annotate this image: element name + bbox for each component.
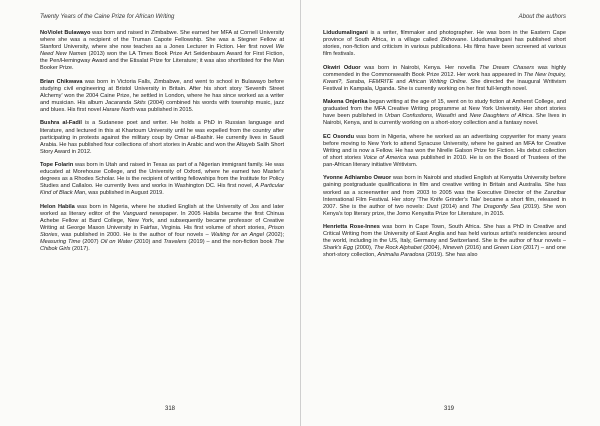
work-title: The Dragonfly Sea: [471, 203, 521, 210]
left-page-number: 318: [164, 406, 175, 412]
bio-text: . She directed the inaugural Writivism Festival in Kampala, Uganda. She is currently working on her first full-length novel.: [323, 78, 567, 92]
author-name: Bushra al-Fadil: [40, 120, 82, 127]
author-bio: [40, 162, 284, 197]
bio-text: is a Sudanese poet and writer. He holds a PhD in Russian language and literature, and lectured in this at Khartoum University until he was expelled from the country after participating in protests against the military coup by Omar al-Bashir. He currently lives in Saudi Arabia. He has published four collections of short stories in Arabic and won the Altayeb Salih Short Story Award in 2012.: [40, 120, 284, 155]
bio-text: , was published in 2000. He is the author of four novels –: [57, 232, 212, 239]
author-name: EC Osondu: [323, 133, 354, 140]
right-entries: [323, 30, 566, 260]
bio-text: (2010) and: [132, 239, 164, 246]
bio-text: was born in Nairobi and studied English at Kenyatta University before gaining postgraduate qualifications in film and creative writing in Britain and Australia. She has worked as a screenwriter and from 2003 to 2005 was the Executive Director of the Zanzibar International Film Festival. Her story 'The Knife Grinder's Tale' became a short film, released in 2007. She is the author of two novels:: [323, 175, 566, 210]
bio-text: and: [455, 113, 470, 120]
author-bio: [323, 175, 566, 218]
right-running-head: About the authors: [518, 14, 566, 20]
bio-text: was born in Cape Town, South Africa. She has a PhD in Creative and Critical Writing from the University of East Anglia and has held various artist's residencies around the world, including in the US, Italy, Germany and Switzerland. She is the author of four novels –: [323, 224, 567, 245]
bio-text: is a writer, filmmaker and photographer. He was born in the Eastern Cape province of South Africa, in a village called Zikhovane. Lidudumalingani has published short stories, non-fiction and criticism in various publications. His films have been screened at various film festivals.: [323, 30, 566, 58]
author-bio: [40, 30, 284, 73]
author-name: NoViolet Bulawayo: [40, 30, 91, 36]
bio-text: was published in 2015.: [134, 107, 194, 114]
bio-text: (2017) – and one short-story collection,: [323, 245, 566, 259]
bio-text: was born in Nairobi, Kenya. Her novella: [360, 64, 480, 71]
work-title: Shark's Egg: [323, 245, 354, 252]
work-title: A Particular Kind of Black Man: [40, 183, 284, 197]
bio-text: was born in Victoria Falls, Zimbabwe, and went to school in Bulawayo before studying civil engineering at Bristol University in Britain. After his short story 'Seventh Street Alchemy' won the 2004 Caine Prize, he settled in London, where he has since worked as a writer and musician. His album: [40, 78, 284, 107]
author-bio: [323, 65, 566, 93]
work-title: Travelers: [163, 239, 187, 246]
bio-text: (2014) and: [438, 203, 472, 210]
bio-text: (2017).: [70, 246, 90, 253]
work-title: We Need New Names: [40, 44, 284, 58]
work-title: Waiting for an Angel: [211, 232, 264, 239]
work-title: The Chibok Girls: [40, 239, 284, 253]
work-title: New Daughters of Africa: [469, 113, 533, 120]
bio-text: , was published in August 2019.: [85, 190, 164, 197]
author-bio: [40, 120, 284, 155]
bio-text: (2000),: [353, 245, 375, 252]
bio-text: was born in Nigeria, where he worked as an advertising copywriter for many years before moving to New York to attend Syracuse University, where he gained an MFA for Creative Writing and is now a Fellow. He has won the Nirelle Galson Prize for Fiction. His debut collection of short stories: [323, 133, 566, 161]
author-name: Helon Habila: [40, 203, 75, 210]
bio-text: was highly commended in the Commonwealth Book Prize 2012. Her work has appeared in: [323, 64, 567, 78]
work-title: Oil on Water: [100, 239, 133, 246]
bio-text: (2002);: [263, 232, 285, 239]
work-title: Nineveh: [442, 245, 464, 252]
work-title: Voice of America: [363, 154, 407, 161]
bio-text: was born in Utah and raised in Texas as part of a Nigerian immigrant family. He was educated at Morehouse College, and the University of Oxford, where he earned two Master's degrees as a Rhodes Scholar. He is the recipient of writing fellowships from the Institute for Policy Studies and Callaloo. He currently lives and works in Washington DC. His first novel,: [40, 162, 284, 190]
right-page-number: 319: [443, 406, 454, 412]
bio-text: . She lives in Nairobi, Kenya, and is currently working on a short-story collection and a fantasy novel.: [323, 113, 566, 127]
bio-text: (2007): [80, 239, 101, 246]
author-name: Okwiri Oduor: [323, 64, 361, 71]
left-running-head: Twenty Years of the Caine Prize for African Writing: [40, 14, 175, 20]
right-page: [300, 0, 600, 426]
work-title: Measuring Time: [40, 239, 81, 246]
author-bio: [323, 224, 566, 259]
work-title: The Dream Chasers: [479, 64, 534, 71]
bio-text: (2019). She won Kenya's top literary prize, the Jomo Kenyatta Prize for Literature, in 2015.: [323, 203, 567, 217]
work-title: Dust: [426, 203, 439, 210]
bio-text: (2019). She has also: [424, 252, 478, 259]
work-title: Prison Stories: [40, 225, 284, 239]
bio-text: (2004) combined his words with township music, jazz and blues. His first novel: [40, 100, 284, 114]
author-bio: [40, 79, 284, 114]
bio-text: began writing at the age of 15, went on to study fiction at Amherst College, and graduated from the MFA Creative Writing programme at New York University. Her short stories have been published in: [323, 99, 566, 120]
bio-text: (2016) and: [463, 245, 494, 252]
bio-text: (2019) – and the non-fiction book: [186, 239, 275, 246]
author-name: Brian Chikwava: [40, 78, 83, 85]
bio-text: (2013) won the LA Times Book Prize Art Seidenbaum Award for First Fiction, the Pen/Hemingway Award and the Etisalat Prize for Literature; it was also shortlisted for the Man Booker Prize.: [40, 51, 285, 72]
left-entries: [40, 30, 284, 253]
author-bio: [323, 134, 566, 169]
work-title: Animalia Paradoxa: [377, 252, 425, 259]
bio-text: newspaper. In 2005 Habila became the first Chinua Achebe Fellow at Bard College, New York, and subsequently became professor of Creative Writing at George Mason University in Fairfax, Virginia. His first volume of short stories,: [40, 210, 284, 231]
author-name: Makena Onjerika: [323, 99, 368, 106]
author-name: Tope Folarin: [40, 162, 74, 169]
work-title: Harare North: [102, 107, 135, 114]
bio-text: and: [393, 78, 409, 85]
author-bio: [323, 30, 566, 58]
work-title: Jacaranda Skits: [105, 100, 146, 107]
work-title: The Rock Alphabet: [374, 245, 422, 252]
bio-text: was published in 2010. He is on the Board of Trustees of the pan-African literary initiative Writivism.: [323, 154, 566, 169]
work-title: Green Lion: [493, 245, 522, 252]
bio-text: (2004),: [421, 245, 443, 252]
bio-text: was born and raised in Zimbabwe. She earned her MFA at Cornell University where she was a recipient of the Truman Capote Fellowship. She was a Stegner Fellow at Stanford University, where she now teaches as a Jones Lecturer in Fiction. Her first novel: [40, 30, 284, 51]
work-title: African Writing Online: [408, 78, 466, 85]
work-title: The New Inquiry, Kwani?, Saraba, FEMRITE: [323, 71, 566, 85]
work-title: Urban Confustions, Wasafiri: [384, 113, 456, 120]
author-name: Lidudumalingani: [323, 30, 368, 36]
work-title: Vanguard: [122, 210, 147, 217]
author-name: Henrietta Rose-Innes: [323, 224, 380, 231]
author-bio: [40, 204, 284, 254]
bio-text: was born in Nigeria, where he studied English at the University of Jos and later worked as literary editor of the: [40, 203, 284, 217]
author-bio: [323, 99, 566, 127]
author-name: Yvonne Adhiambo Owuor: [323, 175, 392, 182]
